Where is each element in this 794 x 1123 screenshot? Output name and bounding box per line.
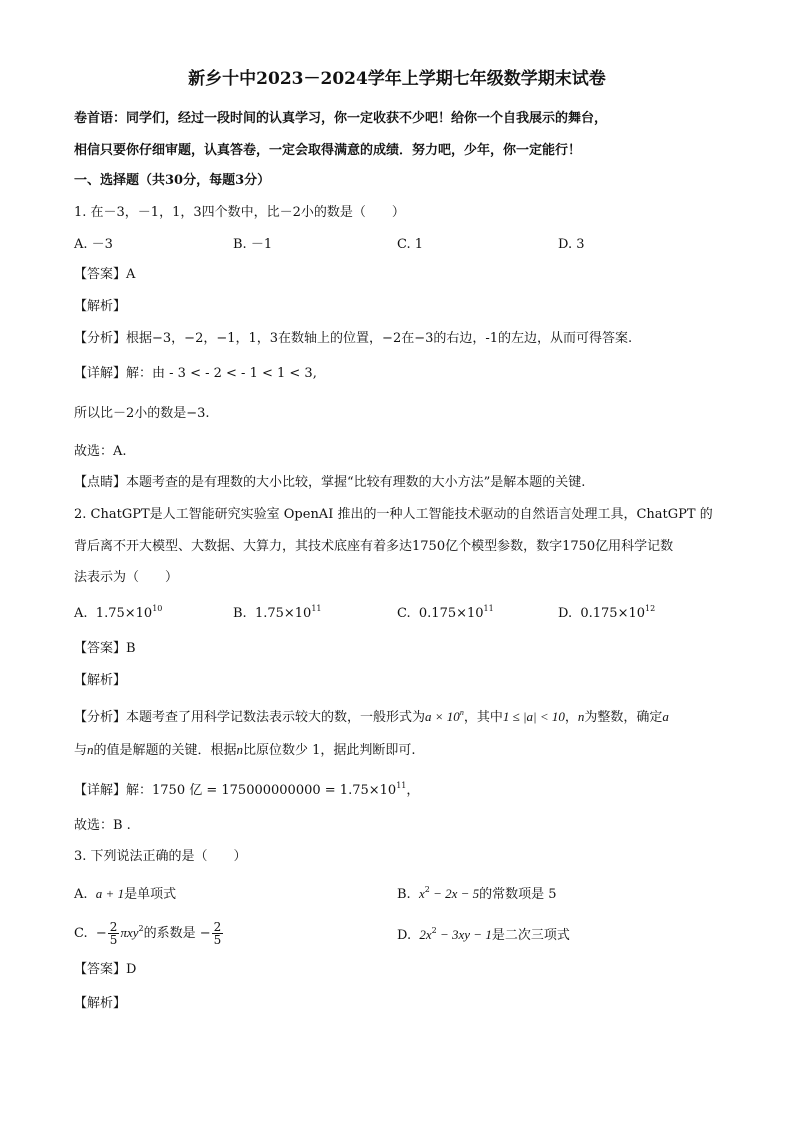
q3-option-d: D. $2x^2 - 3xy - 1$是二次三项式: [397, 926, 570, 943]
q3-answer: 【答案】D: [74, 962, 137, 977]
q1-option-a: A. －3: [74, 237, 113, 252]
q1-option-d: D. 3: [558, 237, 585, 252]
q2-fenxi-line-1: 【分析】本题考查了用科学记数法表示较大的数，一般形式为$a \times 10^n$，其中1 ≤ |a| < 10，n为整数，确定a: [74, 708, 669, 725]
fraction: $\frac{2}{5}$: [213, 920, 222, 947]
q1-stem: 1. 在－3，－1，1，3四个数中，比－2小的数是（ ）: [74, 205, 405, 220]
q1-fenxi: 【分析】根据−3，−2，−1，1，3在数轴上的位置，−2在−3的右边，-1的左边，从而可得答案.: [74, 331, 633, 346]
q1-xiangjie: 【详解】解：由 - 3 < - 2 < - 1 < 1 < 3,: [74, 366, 317, 381]
preface-line-1: 卷首语：同学们，经过一段时间的认真学习，你一定收获不少吧！给你一个自我展示的舞台，: [74, 111, 608, 126]
q2-option-c: C. $0.175\times 10^{11}$: [397, 604, 494, 621]
q2-option-d: D. $0.175\times 10^{12}$: [558, 604, 656, 621]
q2-fenxi-line-2: 与n的值是解题的关键．根据n比原位数少 1，据此判断即可.: [74, 742, 416, 758]
q3-option-a: A. a + 1是单项式: [74, 886, 177, 902]
q1-analysis-label: 【解析】: [74, 299, 127, 314]
q1-dianjing: 【点睛】本题考查的是有理数的大小比较，掌握“比较有理数的大小方法”是解本题的关键.: [74, 475, 586, 490]
q2-stem-line-3: 法表示为（ ）: [74, 570, 179, 585]
q3-analysis-label: 【解析】: [74, 996, 127, 1011]
q1-conclusion: 所以比－2小的数是−3.: [74, 406, 210, 421]
section-heading: 一、选择题（共30分，每题3分）: [74, 173, 271, 188]
q2-option-b: B. $1.75\times 10^{11}$: [233, 604, 322, 621]
q2-stem-line-1: 2. ChatGPT是人工智能研究实验室 OpenAI 推出的一种人工智能技术驱动的自然语言处理工具，ChatGPT 的: [74, 507, 713, 522]
page-title: 新乡十中2023－2024学年上学期七年级数学期末试卷: [188, 69, 606, 89]
q2-xiangjie: 【详解】解：1750 亿 = $175000000000 = 1.75\times 10^{11}$，: [74, 781, 420, 798]
q1-answer: 【答案】A: [74, 267, 136, 282]
q1-choice: 故选：A.: [74, 444, 127, 459]
preface-line-2: 相信只要你仔细审题，认真答卷，一定会取得满意的成绩．努力吧，少年，你一定能行！: [74, 143, 582, 158]
q2-answer: 【答案】B: [74, 641, 136, 656]
fraction: $\frac{2}{5}$: [109, 920, 118, 947]
q1-option-b: B. －1: [233, 237, 273, 252]
q3-stem: 3. 下列说法正确的是（ ）: [74, 849, 247, 864]
q2-analysis-label: 【解析】: [74, 673, 127, 688]
q3-option-b: B. $x^2 - 2x - 5$的常数项是 5: [397, 885, 557, 902]
q2-choice: 故选：B .: [74, 818, 131, 833]
q2-stem-line-2: 背后离不开大模型、大数据、大算力，其技术底座有着多达1750亿个模型参数，数字1750亿用科学记数: [74, 539, 674, 554]
q1-option-c: C. 1: [397, 237, 424, 252]
q2-option-a: A. $1.75\times 10^{10}$: [74, 604, 163, 621]
q3-option-c: C. − $\frac{2}{5}$ πxy$^2$的系数是 − $\frac{2}{5}$: [74, 920, 222, 947]
